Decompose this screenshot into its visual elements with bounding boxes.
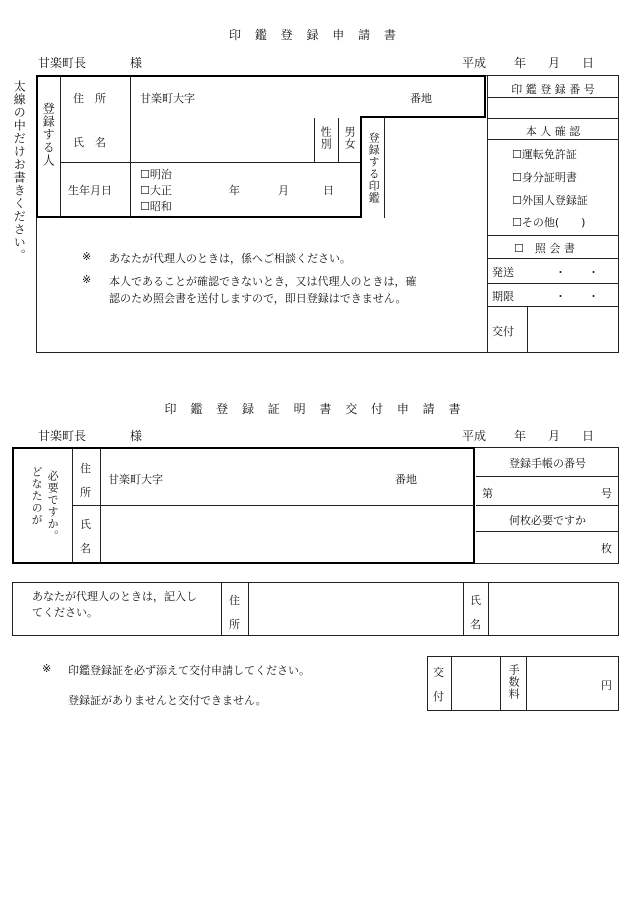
form2-address-label-2: 所 (80, 486, 91, 499)
form2-name-label-2: 名 (80, 542, 91, 555)
opt-id[interactable]: ☐身分証明書 (512, 171, 577, 184)
form1-title: 印 鑑 登 録 申 請 書 (229, 28, 401, 42)
form2-addressee: 甘楽町長 (38, 429, 87, 443)
side-label-b: 必要ですか。 (46, 470, 60, 542)
address-label: 住 所 (73, 92, 106, 105)
seal-field[interactable] (386, 118, 484, 216)
booklet-label: 登録手帳の番号 (509, 457, 586, 470)
opt-license[interactable]: ☐運転免許証 (512, 148, 577, 161)
agent-addr-1: 住 (229, 594, 240, 607)
note2-line2: 認のため照会書を送付しますので，即日登録はできません。 (109, 292, 407, 305)
name-label: 氏 名 (73, 136, 106, 149)
form2-name-field[interactable] (102, 507, 472, 561)
form2-note1: 印鑑登録証を必ず添えて交付申請してください。 (68, 664, 310, 677)
side-label-a: どなたのが (30, 466, 44, 526)
reg-number-label: 印 鑑 登 録 番 号 (511, 83, 595, 96)
opt-other[interactable]: ☐その他( ) (512, 216, 586, 229)
form2-address-value[interactable]: 甘楽町大字 (108, 473, 163, 486)
fee-issue-2: 付 (433, 690, 444, 703)
agent-name-1: 氏 (470, 594, 481, 607)
opt-foreign[interactable]: ☐外国人登録証 (512, 194, 588, 207)
deadline-dots: ・ ・ (555, 290, 599, 303)
era-meiji[interactable]: ☐明治 (140, 168, 172, 181)
form2-banchi: 番地 (395, 473, 417, 486)
agent-name-field[interactable] (490, 584, 617, 634)
form1-day-label: 日 (582, 56, 595, 70)
name-field[interactable] (132, 118, 314, 162)
fee-unit: 円 (601, 679, 612, 692)
birth-year-label: 年 (229, 184, 240, 197)
form2-day-label: 日 (582, 429, 595, 443)
agent-addr-2: 所 (229, 618, 240, 631)
form2-address-label-1: 住 (80, 462, 91, 475)
copies-label: 何枚必要ですか (509, 514, 586, 527)
form1-era: 平成 (462, 56, 487, 70)
agent-note-line1: あなたが代理人のときは，記入し (32, 590, 197, 603)
fee-issue-1: 交 (433, 666, 444, 679)
gender-label: 性別 (319, 126, 333, 150)
sent-label: 発送 (492, 266, 514, 279)
agent-note-line2: てください。 (32, 606, 98, 619)
banchi-label: 番地 (410, 92, 432, 105)
booklet-dai: 第 (482, 487, 493, 500)
form2-era: 平成 (462, 429, 487, 443)
form2-month-label: 月 (548, 429, 561, 443)
form1-addressee: 甘楽町長 (38, 56, 87, 70)
note-mark-2: ※ (82, 273, 92, 286)
issue-label: 交付 (492, 325, 514, 338)
gender-options[interactable]: 男女 (343, 126, 357, 150)
note1-text: あなたが代理人のときは，係へご相談ください。 (109, 252, 351, 265)
registrant-label: 登録する人 (41, 102, 56, 167)
inquiry-label[interactable]: ☐ 照 会 書 (514, 242, 575, 255)
address-value[interactable]: 甘楽町大字 (140, 92, 195, 105)
era-taisho[interactable]: ☐大正 (140, 184, 172, 197)
form2-note2: 登録証がありませんと交付できません。 (68, 694, 267, 707)
birth-day-label: 日 (323, 184, 334, 197)
identity-label: 本 人 確 認 (525, 125, 581, 138)
copies-unit: 枚 (601, 542, 612, 555)
note2-line1: 本人であることが確認できないとき，又は代理人のときは，確 (109, 275, 417, 288)
form1-side-note: 太線の中だけお書きください。 (12, 80, 27, 262)
birth-month-label: 月 (278, 184, 289, 197)
form2-year-label: 年 (514, 429, 527, 443)
form1-honorific: 様 (130, 56, 143, 70)
agent-address-field[interactable] (250, 584, 461, 634)
form1-month-label: 月 (548, 56, 561, 70)
form2-name-label-1: 氏 (80, 518, 91, 531)
fee-label: 手数料 (507, 664, 521, 700)
note-mark-1: ※ (82, 250, 92, 263)
fee-box (427, 656, 619, 711)
form1-year-label: 年 (514, 56, 527, 70)
form2-note-mark: ※ (42, 662, 52, 675)
booklet-go: 号 (601, 487, 612, 500)
form2-honorific: 様 (130, 429, 143, 443)
sent-dots: ・ ・ (555, 266, 599, 279)
era-showa[interactable]: ☐昭和 (140, 200, 172, 213)
seal-label: 登録する印鑑 (367, 132, 381, 204)
form2-title: 印 鑑 登 録 証 明 書 交 付 申 請 書 (164, 402, 466, 416)
deadline-label: 期限 (492, 290, 514, 303)
agent-name-2: 名 (470, 618, 481, 631)
birth-label: 生年月日 (68, 184, 112, 197)
